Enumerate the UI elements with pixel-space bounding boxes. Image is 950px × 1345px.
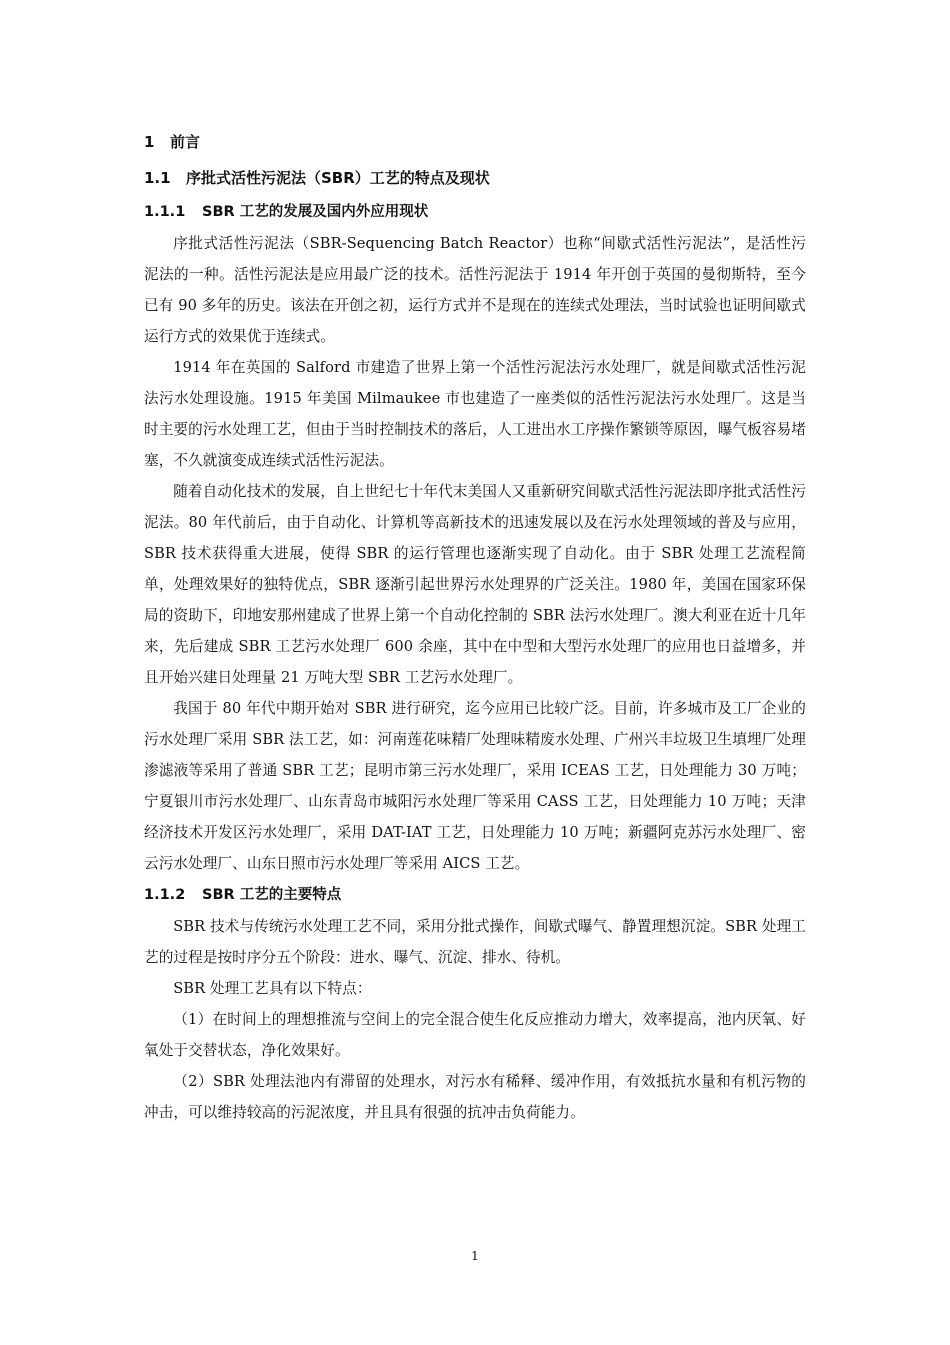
paragraph: （1）在时间上的理想推流与空间上的完全混合使生化反应推动力增大，效率提高，池内厌氧、好氧处于交替状态，净化效果好。 [144,1011,806,1059]
paragraph: SBR 处理工艺具有以下特点： [173,980,372,997]
paragraph: 我国于 80 年代中期开始对 SBR 进行研究，迄今应用已比较广泛。目前，许多城市及工厂企业的污水处理厂采用 SBR 法工艺，如：河南莲花味精厂处理味精废水处理、广州兴丰垃圾卫生填埋厂处理渗滤液等采用了普通 SBR 工艺；昆明市第三污水处理厂，采用 ICEAS 工艺，日处理能力 30 万吨；宁夏银川市污水处理厂、山东青岛市城阳污水处理厂等采用 CASS 工艺，日处理能力 10 万吨；天津经济技术开发区污水处理厂，采用 DAT-IAT 工艺，日处理能力 10 万吨；新疆阿克苏污水处理厂、密云污水处理厂、山东日照市污水处理厂等采用 AICS 工艺。 [144,700,806,872]
document-body [144,126,806,1128]
heading-1 [144,132,806,152]
heading-1-1-1 [144,202,806,222]
heading-1-1-number: 1.1 [144,169,171,187]
heading-1-1-1-number: 1.1.1 [144,204,186,220]
heading-1-text: 前言 [170,133,201,151]
heading-1-1-1-text: SBR 工艺的发展及国内外应用现状 [202,204,429,220]
paragraph: 1914 年在英国的 Salford 市建造了世界上第一个活性污泥法污水处理厂，就是间歇式活性污泥法污水处理设施。1915 年美国 Milmaukee 市也建造了一座类似的活性污泥法污水处理厂。这是当时主要的污水处理工艺，但由于当时控制技术的落后，人工进出水工序操作繁锁等原因，曝气板容易堵塞，不久就演变成连续式活性污泥法。 [144,359,806,469]
heading-1-1-text: 序批式活性污泥法（SBR）工艺的特点及现状 [186,169,490,187]
heading-1-1 [144,168,806,188]
heading-1-1-2-text: SBR 工艺的主要特点 [202,887,342,903]
page-number: 1 [471,1249,479,1263]
heading-1-1-2-number: 1.1.2 [144,887,186,903]
paragraph: SBR 技术与传统污水处理工艺不同，采用分批式操作，间歇式曝气、静置理想沉淀。SBR 处理工艺的过程是按时序分五个阶段：进水、曝气、沉淀、排水、待机。 [144,918,806,966]
paragraph: （2）SBR 处理法池内有滞留的处理水，对污水有稀释、缓冲作用，有效抵抗水量和有机污物的冲击，可以维持较高的污泥浓度，并且具有很强的抗冲击负荷能力。 [144,1073,806,1121]
heading-1-number: 1 [144,133,155,151]
paragraph: 随着自动化技术的发展，自上世纪七十年代末美国人又重新研究间歇式活性污泥法即序批式活性污泥法。80 年代前后，由于自动化、计算机等高新技术的迅速发展以及在污水处理领域的普及与应用，SBR 技术获得重大进展，使得 SBR 的运行管理也逐渐实现了自动化。由于 SBR 处理工艺流程简单，处理效果好的独特优点，SBR 逐渐引起世界污水处理界的广泛关注。1980 年，美国在国家环保局的资助下，印地安那州建成了世界上第一个自动化控制的 SBR 法污水处理厂。澳大利亚在近十几年来，先后建成 SBR 工艺污水处理厂 600 余座，其中在中型和大型污水处理厂的应用也日益增多，并且开始兴建日处理量 21 万吨大型 SBR 工艺污水处理厂。 [144,483,806,686]
paragraph: 序批式活性污泥法（SBR-Sequencing Batch Reactor）也称“间歇式活性污泥法”，是活性污泥法的一种。活性污泥法是应用最广泛的技术。活性污泥法于 1914 年开创于英国的曼彻斯特，至今已有 90 多年的历史。该法在开创之初，运行方式并不是现在的连续式处理法，当时试验也证明间歇式运行方式的效果优于连续式。 [144,235,806,345]
heading-1-1-2 [144,885,806,905]
